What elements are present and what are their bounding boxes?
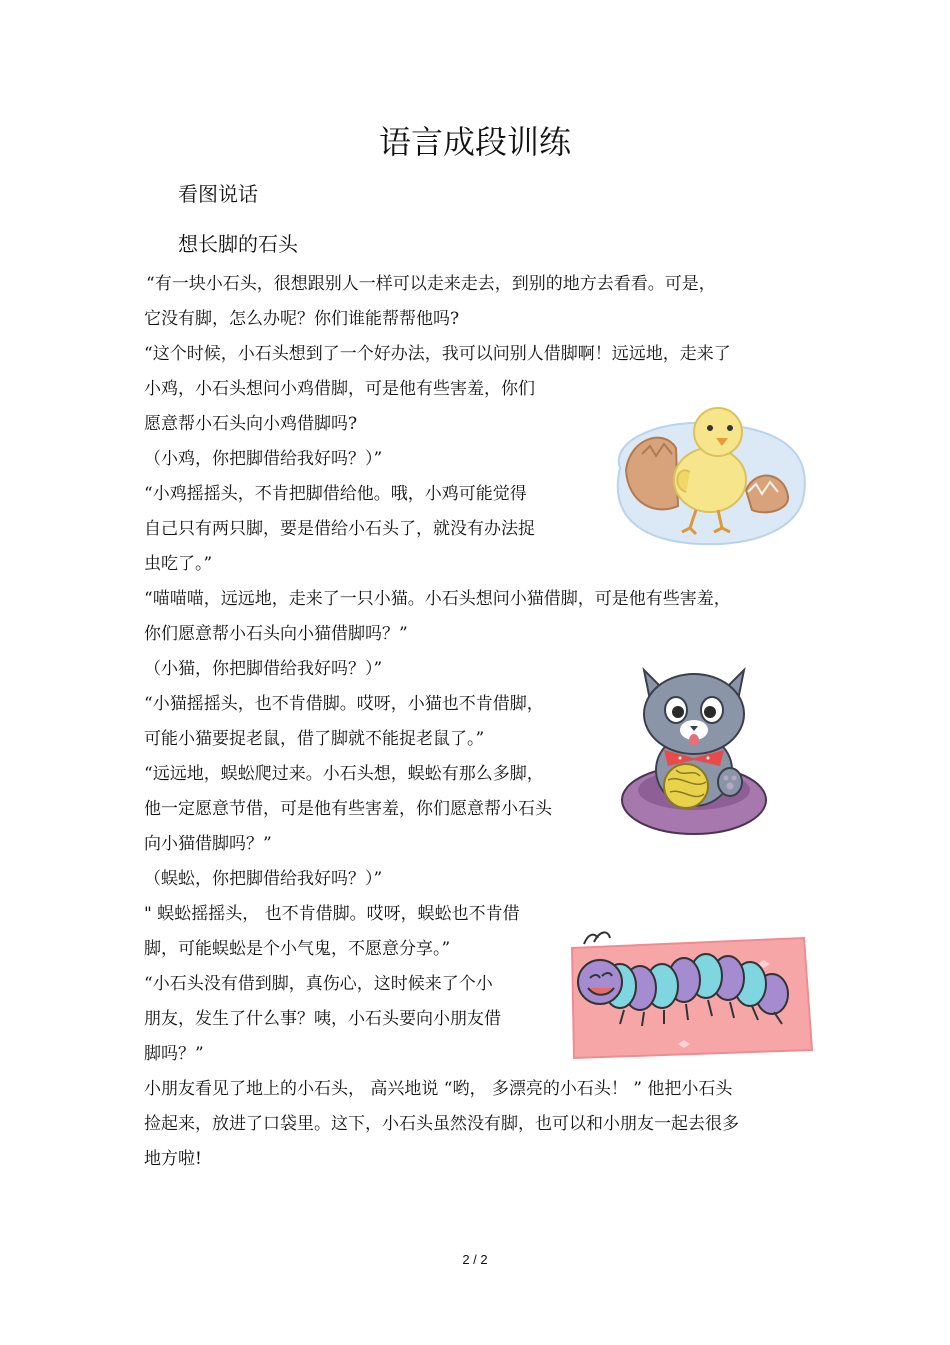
centipede-illustration <box>564 930 814 1062</box>
story-line: 虫吃了。” <box>144 554 213 574</box>
story-line: （小鸡，你把脚借给我好吗？）” <box>144 449 383 469</box>
cat-illustration <box>614 650 776 838</box>
story-line: “喵喵喵，远远地，走来了一只小猫。小石头想问小猫借脚，可是他有些害羞， <box>144 589 731 609</box>
story-line: 愿意帮小石头向小鸡借脚吗? <box>144 414 358 434</box>
page-number: 2 / 2 <box>462 1252 488 1267</box>
story-line: （小猫，你把脚借给我好吗？）” <box>144 659 383 679</box>
story-line: 向小猫借脚吗？” <box>144 834 272 854</box>
story-line: “小鸡摇摇头，不肯把脚借给他。哦，小鸡可能觉得 <box>144 484 527 504</box>
story-line: 自己只有两只脚，要是借给小石头了，就没有办法捉 <box>144 519 535 539</box>
story-line: 脚，可能蜈蚣是个小气鬼，不愿意分享。” <box>144 939 451 959</box>
story-line: “远远地，蜈蚣爬过来。小石头想，蜈蚣有那么多脚， <box>144 764 544 784</box>
story-line: 它没有脚，怎么办呢？你们谁能帮帮他吗? <box>144 309 460 329</box>
story-line: 小朋友看见了地上的小石头， 高兴地说 “哟， 多漂亮的小石头！ ” 他把小石头 <box>144 1079 733 1099</box>
story-line: 地方啦! <box>144 1149 202 1169</box>
story-line: 小鸡，小石头想问小鸡借脚，可是他有些害羞，你们 <box>144 379 535 399</box>
story-line: 脚吗？” <box>144 1044 204 1064</box>
story-line: （蜈蚣，你把脚借给我好吗？）” <box>144 869 383 889</box>
story-line: " 蜈蚣摇摇头， 也不肯借脚。哎呀，蜈蚣也不肯借 <box>144 904 520 924</box>
chick-illustration <box>606 398 812 548</box>
story-line: “小猫摇摇头，也不肯借脚。哎呀，小猫也不肯借脚， <box>144 694 544 714</box>
story-line: 捡起来，放进了口袋里。这下，小石头虽然没有脚，也可以和小朋友一起去很多 <box>144 1114 739 1134</box>
story-line: “有一块小石头，很想跟别人一样可以走来走去，到别的地方去看看。可是， <box>146 274 716 294</box>
page-title: 语言成段训练 <box>378 123 571 161</box>
story-line: “小石头没有借到脚，真伤心，这时候来了个小 <box>144 974 493 994</box>
story-title: 想长脚的石头 <box>178 232 298 256</box>
story-line: 他一定愿意节借，可是他有些害羞，你们愿意帮小石头 <box>144 799 552 819</box>
story-line: 你们愿意帮小石头向小猫借脚吗？” <box>144 624 408 644</box>
story-line: 朋友，发生了什么事？咦，小石头要向小朋友借 <box>144 1009 501 1029</box>
story-line: “这个时候，小石头想到了一个好办法，我可以问别人借脚啊！远远地，走来了 <box>144 344 731 364</box>
section-heading: 看图说话 <box>178 182 258 206</box>
story-line: 可能小猫要捉老鼠，借了脚就不能捉老鼠了。” <box>144 729 485 749</box>
